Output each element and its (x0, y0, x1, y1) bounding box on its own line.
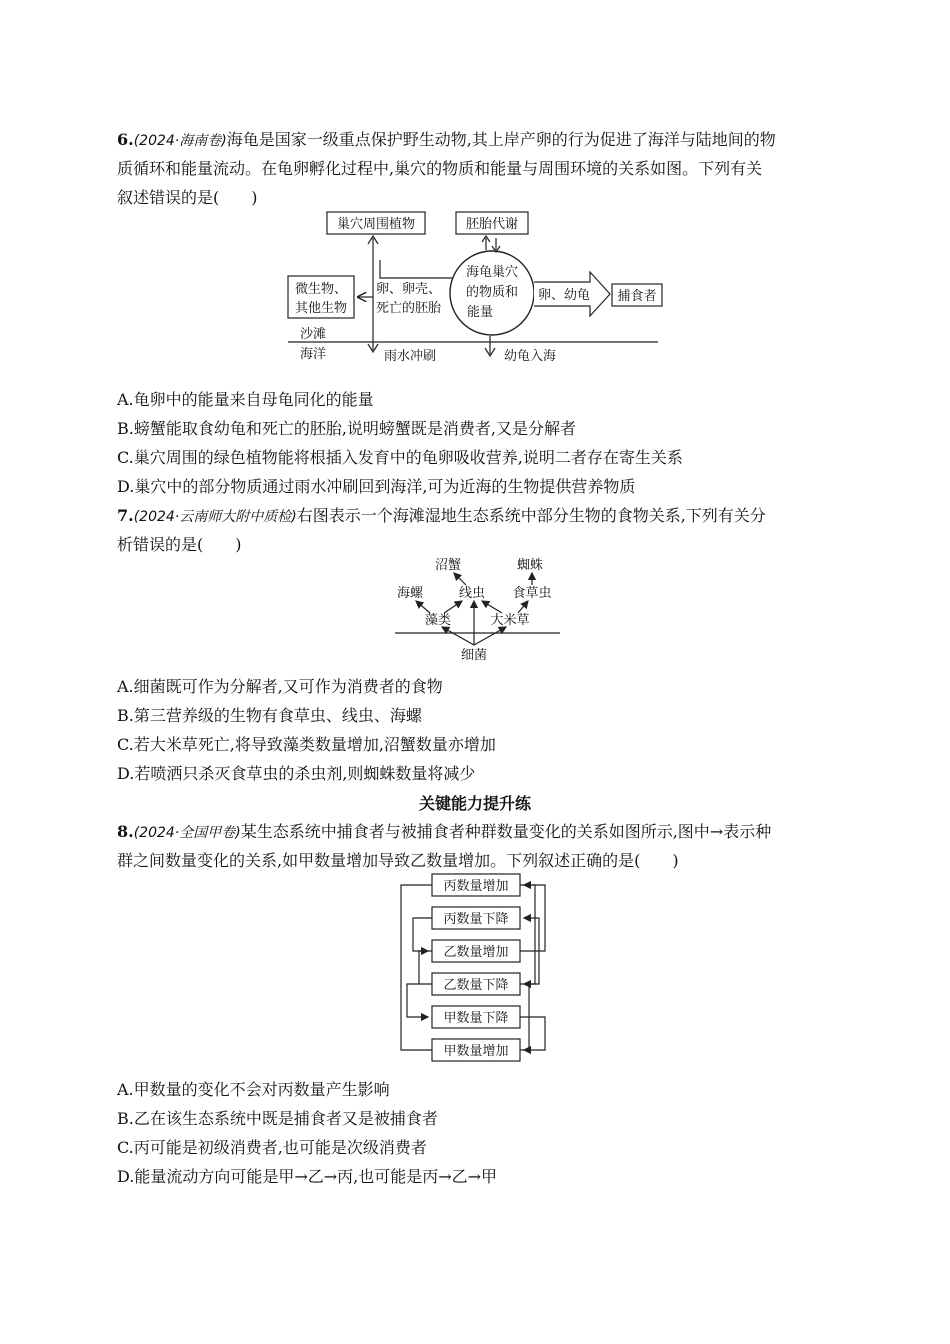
q6-option-c: C.巢穴周围的绿色植物能将根插入发育中的龟卵吸收营养,说明二者存在寄生关系 (117, 448, 683, 467)
eggs-young-label: 卵、幼龟 (538, 288, 591, 303)
q8-number: 8. (117, 822, 134, 841)
q8-diagram (395, 870, 555, 1065)
q6-option-a: A.龟卵中的能量来自母龟同化的能量 (117, 390, 374, 409)
circle-to-plants-line (380, 260, 452, 278)
q8-option-a: A.甲数量的变化不会对丙数量产生影响 (117, 1080, 390, 1099)
q8-stem-line-1 (117, 822, 771, 843)
c-b3-left (419, 951, 432, 984)
c-b5-b6 (520, 1017, 545, 1050)
q8-option-d: D.能量流动方向可能是甲→乙→丙,也可能是丙→乙→甲 (117, 1167, 498, 1186)
q7-option-b: B.第三营养级的生物有食草虫、线虫、海螺 (117, 706, 422, 725)
q6-number: 6. (117, 130, 134, 149)
q7-source: (2024·云南师大附中质检) (133, 509, 297, 525)
snail-label: 海螺 (396, 586, 424, 601)
grass-label: 大米草 (490, 613, 530, 628)
q7-food-web (390, 553, 570, 665)
q6-stem-line-3: 叙述错误的是( ) (117, 188, 258, 207)
q7-option-d: D.若喷洒只杀灭食草虫的杀虫剂,则蜘蛛数量将减少 (117, 764, 476, 783)
eggs-label-2: 死亡的胚胎 (376, 301, 442, 316)
q6-stem-text-1: 海龟是国家一级重点保护野生动物,其上岸产卵的行为促进了海洋与陆地间的物 (226, 130, 776, 149)
ocean-label: 海洋 (300, 347, 327, 362)
q7-stem-line-2: 析错误的是( ) (117, 535, 242, 554)
algae-to-nematode (444, 601, 462, 613)
q7-number: 7. (117, 506, 134, 525)
young-sea-label: 幼龟入海 (504, 349, 557, 364)
bacteria-label: 细菌 (460, 648, 488, 663)
rain-label: 雨水冲刷 (384, 349, 437, 364)
insect-label: 食草虫 (512, 586, 552, 601)
nematode-label: 线虫 (458, 586, 486, 601)
section-title: 关键能力提升练 (418, 794, 531, 813)
q6-source: (2024·海南卷) (133, 133, 227, 149)
spider-label: 蜘蛛 (516, 558, 544, 573)
box-b6-label: 甲数量增加 (443, 1044, 509, 1059)
q6-option-b: B.螃蟹能取食幼龟和死亡的胚胎,说明螃蟹既是消费者,又是分解者 (117, 419, 577, 438)
crab-label: 沼蟹 (434, 558, 462, 573)
eggs-label-1: 卵、卵壳、 (376, 282, 442, 297)
box-b2-label: 丙数量下降 (443, 912, 509, 927)
box-b5-label: 甲数量下降 (443, 1011, 509, 1026)
q8-source: (2024·全国甲卷) (133, 825, 241, 841)
q7-option-c: C.若大米草死亡,将导致藻类数量增加,沼蟹数量亦增加 (117, 735, 496, 754)
q6-diagram (280, 208, 670, 368)
algae-label: 藻类 (424, 613, 452, 628)
c-b1-b6 (401, 885, 432, 1050)
beach-label: 沙滩 (300, 327, 327, 342)
algae-to-snail (416, 601, 430, 613)
q6-option-d: D.巢穴中的部分物质通过雨水冲刷回到海洋,可为近海的生物提供营养物质 (117, 477, 636, 496)
embryo-label: 胚胎代谢 (465, 217, 519, 232)
q8-option-b: B.乙在该生态系统中既是捕食者又是被捕食者 (117, 1109, 438, 1128)
grass-to-nematode (482, 601, 502, 613)
bacteria-to-grass (474, 627, 506, 645)
q8-stem-line-2: 群之间数量变化的关系,如甲数量增加导致乙数量增加。下列叙述正确的是( ) (117, 851, 679, 870)
q6-stem-line-2: 质循环和能量流动。在龟卵孵化过程中,巢穴的物质和能量与周围环境的关系如图。下列有关 (117, 159, 763, 178)
predators-label: 捕食者 (617, 289, 657, 304)
box-b1-label: 丙数量增加 (443, 879, 509, 894)
nematode-to-crab (454, 573, 466, 585)
q7-stem-text-1: 右图表示一个海滩湿地生态系统中部分生物的食物关系,下列有关分 (296, 506, 766, 525)
bacteria-to-algae (442, 627, 474, 645)
q8-stem-text-1: 某生态系统中捕食者与被捕食者种群数量变化的关系如图所示,图中→表示种 (240, 822, 772, 841)
q6-stem-line-1 (117, 130, 776, 151)
nest-label-2: 的物质和 (465, 285, 519, 300)
microbes-label-1: 微生物、 (294, 282, 348, 297)
box-b3-label: 乙数量增加 (443, 945, 509, 960)
c-b2-b3 (413, 918, 432, 951)
q7-stem-line-1 (117, 506, 766, 527)
grass-to-insect (518, 601, 528, 613)
microbes-label-2: 其他生物 (294, 301, 348, 316)
q7-option-a: A.细菌既可作为分解者,又可作为消费者的食物 (117, 677, 443, 696)
nest-label-3: 能量 (466, 305, 494, 320)
c-b1-b4 (520, 885, 535, 984)
nest-label-1: 海龟巢穴 (465, 265, 519, 280)
q8-option-c: C.丙可能是初级消费者,也可能是次级消费者 (117, 1138, 427, 1157)
plants-label: 巢穴周围植物 (336, 217, 416, 232)
box-b4-label: 乙数量下降 (443, 978, 509, 993)
c-b4-b5 (407, 984, 432, 1017)
